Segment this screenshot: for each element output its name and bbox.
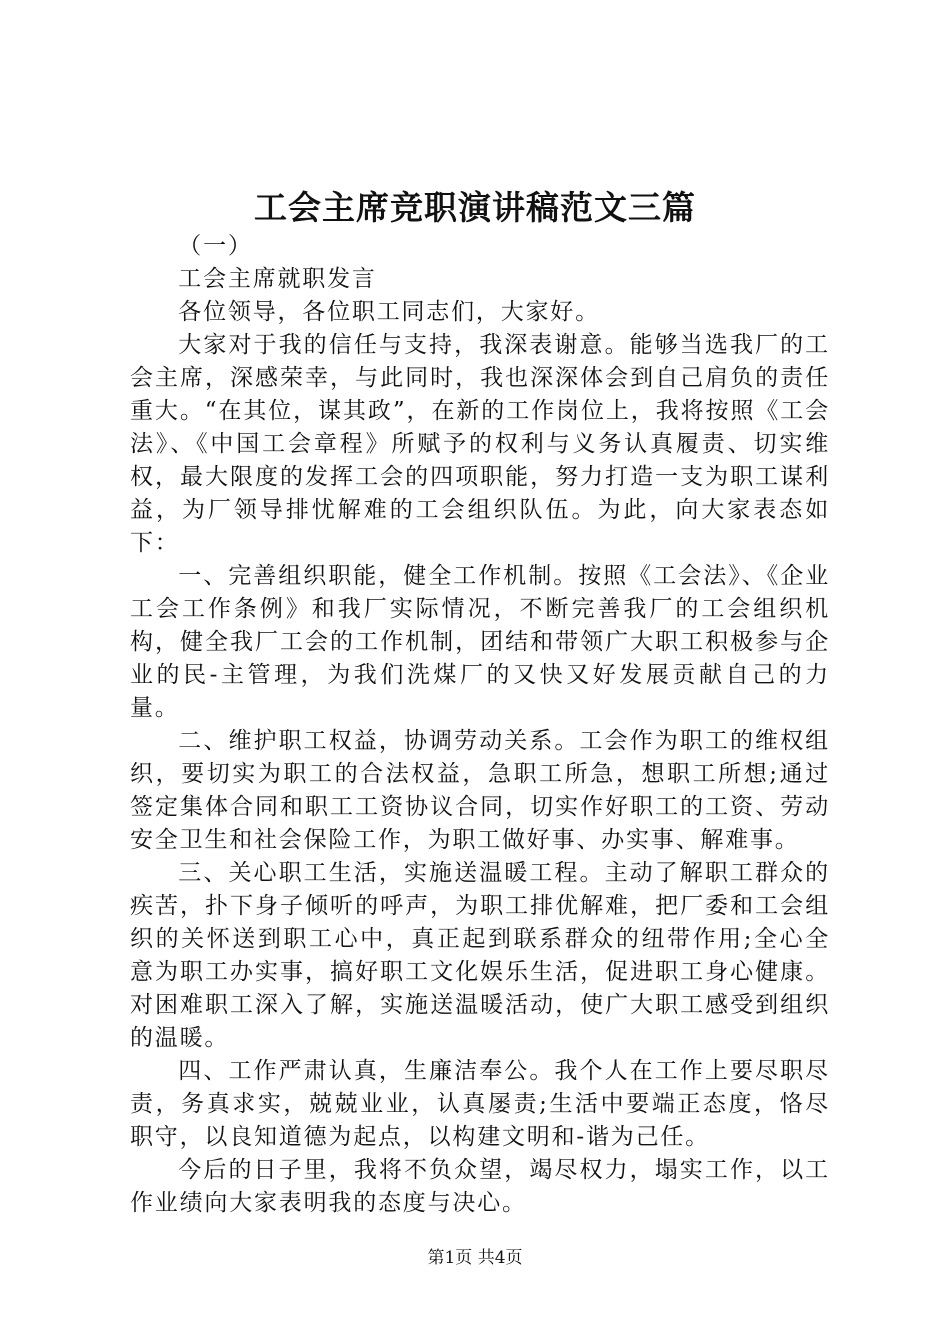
point-two-paragraph: 二、维护职工权益，协调劳动关系。工会作为职工的维权组织，要切实为职工的合法权益，急职工所急，想职工所想;通过签定集体合同和职工工资协议合同，切实作好职工的工资、劳动安全卫生和社会保险工作，为职工做好事、办实事、解难事。: [130, 728, 830, 853]
document-title: 工会主席竞职演讲稿范文三篇: [254, 188, 696, 227]
section-number: （一）: [178, 233, 253, 259]
point-one-paragraph: 一、完善组织职能，健全工作机制。按照《工会法》、《企业工会工作条例》和我厂实际情况，不断完善我厂的工会组织机构，健全我厂工会的工作机制，团结和带领广大职工积极参与企业的民-主管理，为我们洗煤厂的又快又好发展贡献自己的力量。: [130, 563, 830, 721]
point-three-paragraph: 三、关心职工生活，实施送温暖工程。主动了解职工群众的疾苦，扑下身子倾听的呼声，为职工排优解难，把厂委和工会组织的关怀送到职工心中，真正起到联系群众的纽带作用;全心全意为职工办实事，搞好职工文化娱乐生活，促进职工身心健康。对困难职工深入了解，实施送温暖活动，使广大职工感受到组织的温暖。: [130, 860, 830, 1051]
speech-heading: 工会主席就职发言: [178, 266, 377, 292]
point-four-paragraph: 四、工作严肃认真，生廉洁奉公。我个人在工作上要尽职尽责，务真求实，兢兢业业，认真屡责;生活中要端正态度，恪尽职守，以良知道德为起点，以构建文明和-谐为己任。: [130, 1058, 830, 1150]
document-body: [130, 230, 830, 1220]
intro-paragraph: 大家对于我的信任与支持，我深表谢意。能够当选我厂的工会主席，深感荣幸，与此同时，我也深深体会到自己肩负的责任重大。“在其位，谋其政”，在新的工作岗位上，我将按照《工会法》、《中国工会章程》所赋予的权利与义务认真履责、切实维权，最大限度的发挥工会的四项职能，努力打造一支为职工谋利益，为厂领导排忧解难的工会组织队伍。为此，向大家表态如下：: [130, 332, 830, 556]
page-number: 第1页 共4页: [427, 1248, 523, 1268]
closing-paragraph: 今后的日子里，我将不负众望，竭尽权力，塌实工作，以工作业绩向大家表明我的态度与决心。: [130, 1157, 830, 1216]
greeting-paragraph: 各位领导，各位职工同志们，大家好。: [178, 299, 600, 325]
